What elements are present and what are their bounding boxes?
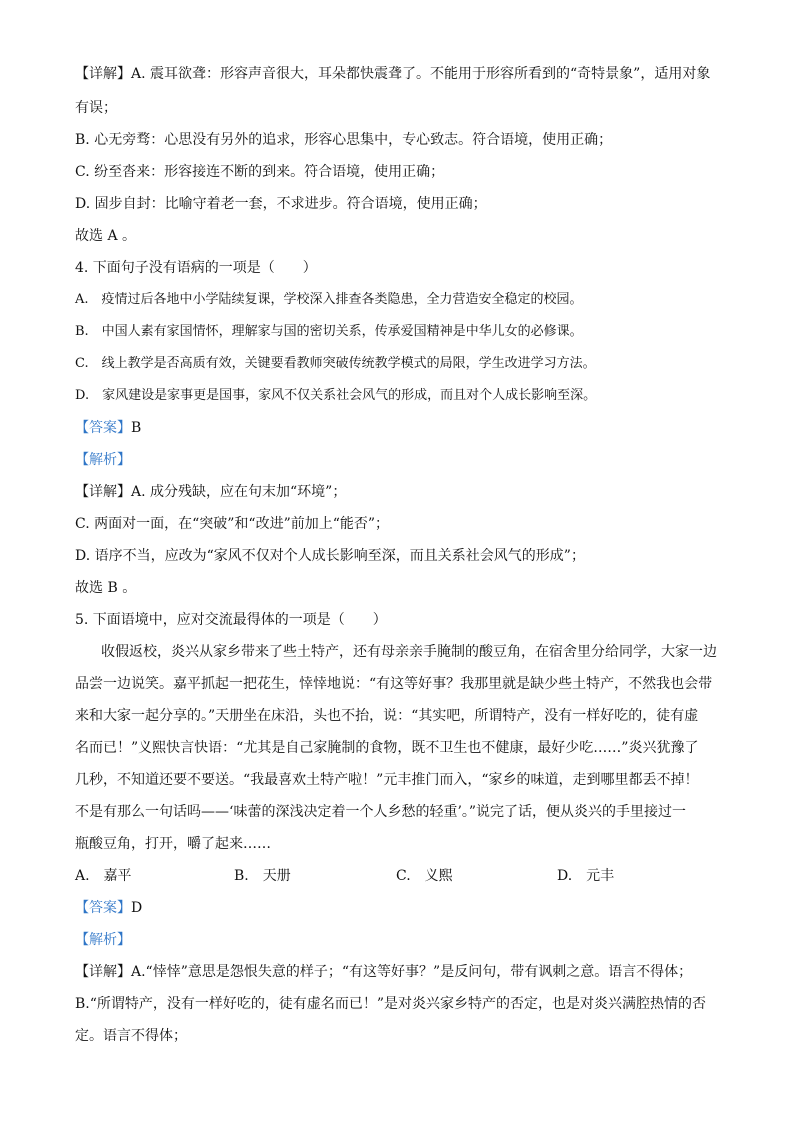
detail-text: A. 震耳欲聋：形容声音很大，耳朵都快震聋了。不能用于形容所看到的“奇特景象”，适用对象 — [131, 66, 711, 82]
conclusion-line: 故选 A 。 — [75, 228, 137, 244]
q4-option-d: D. 家风建设是家事更是国事，家风不仅关系社会风气的形成，而且对个人成长影响至深。 — [75, 388, 597, 403]
q5-detail-b: B.“所谓特产，没有一样好吃的，徒有虚名而已！”是对炎兴家乡特产的否定，也是对炎兴满腔热情的否 — [75, 996, 707, 1012]
passage-line-6: 不是有那么一句话吗——‘味蕾的深浅决定着一个人乡愁的轻重’。”说完了话，便从炎兴的手里接过一 — [75, 804, 687, 820]
q4-option-a: A. 疫情过后各地中小学陆续复课，学校深入排查各类隐患，全力营造安全稳定的校园。 — [75, 292, 583, 307]
detail-line-a-cont: 有误； — [75, 100, 117, 116]
q4-conclusion: 故选 B 。 — [75, 580, 137, 596]
detail-line-c: C. 纷至沓来：形容接连不断的到来。符合语境，使用正确； — [75, 164, 445, 180]
q5-option-d: D. 元丰 — [557, 868, 615, 884]
passage-line-1: 收假返校，炎兴从家乡带来了些土特产，还有母亲亲手腌制的酸豆角，在宿舍里分给同学，大家一边 — [101, 644, 717, 660]
detail-text: A.“悻悻”意思是怨恨失意的样子；“有这等好事？”是反问句，带有讽刺之意。语言不得体； — [131, 964, 693, 980]
q4-detail-c: C. 两面对一面，在“突破”和“改进”前加上“能否”； — [75, 516, 390, 532]
detail-tag: 【详解】 — [75, 484, 131, 500]
question-4: 4. 下面句子没有语病的一项是（ ） — [75, 260, 317, 276]
q5-answer — [75, 898, 725, 918]
q4-analysis-tag: 【解析】 — [75, 452, 131, 468]
passage-line-3: 来和大家一起分享的。”天册坐在床沿，头也不抬，说：“其实吧，所谓特产，没有一样好吃的，徒有虚 — [75, 708, 699, 724]
q5-option-a: A. 嘉平 — [75, 868, 132, 884]
q5-option-b: B. 天册 — [234, 868, 291, 884]
answer-value: D — [131, 900, 143, 916]
detail-line-d: D. 固步自封：比喻守着老一套，不求进步。符合语境，使用正确； — [75, 196, 487, 212]
detail-line-b: B. 心无旁骛：心思没有另外的追求，形容心思集中，专心致志。符合语境，使用正确； — [75, 132, 613, 148]
passage-line-5: 几秒，不知道还要不要送。“我最喜欢土特产啦！”元丰推门而入，“家乡的味道，走到哪里都丢不掉！ — [75, 772, 699, 788]
q5-detail-a — [75, 962, 725, 982]
passage-line-4: 名而已！”义熙快言快语：“尤其是自己家腌制的食物，既不卫生也不健康，最好少吃……”炎兴犹豫了 — [75, 740, 699, 756]
passage-line-7: 瓶酸豆角，打开，嚼了起来…… — [75, 836, 271, 852]
passage-line-2: 品尝一边说笑。嘉平抓起一把花生，悻悻地说：“有这等好事？我那里就是缺少些土特产，不然我也会带 — [75, 676, 713, 692]
question-5: 5. 下面语境中，应对交流最得体的一项是（ ） — [75, 612, 387, 628]
q4-answer — [75, 418, 725, 438]
answer-tag: 【答案】 — [75, 420, 131, 436]
q5-option-c: C. 义熙 — [396, 868, 453, 884]
answer-value: B — [131, 420, 142, 436]
answer-tag: 【答案】 — [75, 900, 131, 916]
q5-analysis-tag: 【解析】 — [75, 932, 131, 948]
q4-detail-d: D. 语序不当，应改为“家风不仅对个人成长影响至深，而且关系社会风气的形成”； — [75, 548, 585, 564]
q5-detail-b-cont: 定。语言不得体； — [75, 1028, 187, 1044]
detail-tag: 【详解】 — [75, 66, 131, 82]
detail-line-a — [75, 64, 725, 84]
q4-option-b: B. 中国人素有家国情怀，理解家与国的密切关系，传承爱国精神是中华儿女的必修课。 — [75, 324, 583, 339]
q4-option-c: C. 线上教学是否高质有效，关键要看教师突破传统教学模式的局限，学生改进学习方法。 — [75, 356, 596, 371]
detail-tag: 【详解】 — [75, 964, 131, 980]
detail-text: A. 成分残缺，应在句末加“环境”； — [131, 484, 347, 500]
q4-detail-a — [75, 482, 725, 502]
